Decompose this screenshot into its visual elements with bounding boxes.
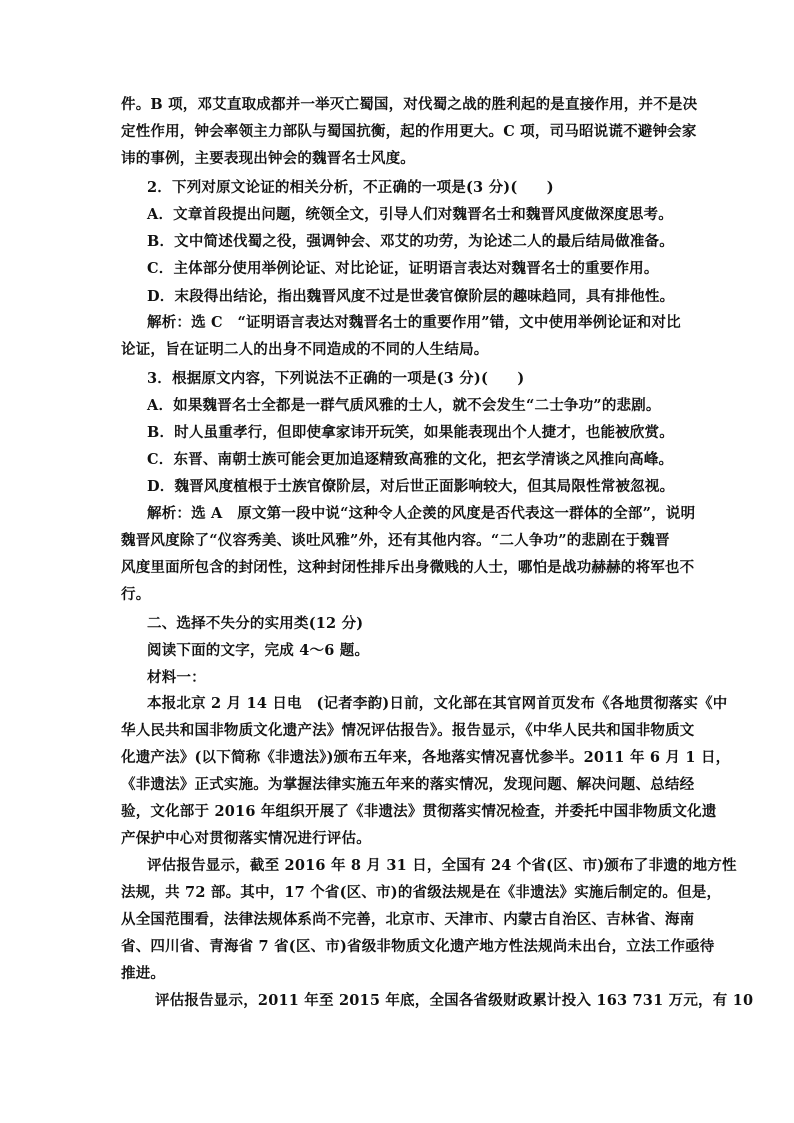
material-paragraph-line: 化遗产法》(以下简称《非遗法》)颁布五年来，各地落实情况喜忧参半。2011 年 6 月 1 日，	[121, 749, 731, 766]
answer-explanation-line: 定性作用，钟会率领主力部队与蜀国抗衡，起的作用更大。C 项，司马昭说谎不避钟会家	[121, 123, 697, 140]
answer-explanation-line: 讳的事例，主要表现出钟会的魏晋名士风度。	[121, 150, 415, 167]
material-paragraph-line: 验，文化部于 2016 年组织开展了《非遗法》贯彻落实情况检查，并委托中国非物质文化遗	[121, 803, 717, 820]
question-3-analysis: 解析：选 A 原文第一段中说“这种令人企羡的风度是否代表这一群体的全部”，说明	[147, 505, 696, 522]
material-paragraph-line: 产保护中心对贯彻落实情况进行评估。	[121, 830, 371, 847]
material-paragraph-line: 从全国范围看，法律法规体系尚不完善，北京市、天津市、内蒙古自治区、吉林省、海南	[121, 911, 695, 928]
question-2-analysis: 解析：选 C “证明语言表达对魏晋名士的重要作用”错，文中使用举例论证和对比	[147, 314, 681, 331]
question-3-analysis: 魏晋风度除了“仪容秀美、谈吐风雅”外，还有其他内容。“二人争功”的悲剧在于魏晋	[121, 532, 670, 549]
material-paragraph-line: 本报北京 2 月 14 日电 (记者李韵)日前，文化部在其官网首页发布《各地贯彻落实《中	[147, 695, 728, 712]
material-paragraph-line: 推进。	[121, 965, 166, 982]
question-2-stem: 2．下列对原文论证的相关分析，不正确的一项是(3 分)( )	[147, 179, 554, 196]
reading-instruction: 阅读下面的文字，完成 4～6 题。	[147, 642, 370, 659]
question-2-analysis: 论证，旨在证明二人的出身不同造成的不同的人生结局。	[121, 341, 489, 358]
question-3-option-c: C．东晋、南朝士族可能会更加追逐精致高雅的文化，把玄学清谈之风推向高峰。	[147, 451, 674, 468]
material-paragraph-line: 华人民共和国非物质文化遗产法》情况评估报告》。报告显示，《中华人民共和国非物质文	[121, 722, 695, 739]
question-3-analysis: 行。	[121, 586, 151, 603]
question-2-option-d: D．末段得出结论，指出魏晋风度不过是世袭官僚阶层的趣味趋同，具有排他性。	[147, 288, 675, 305]
question-2-option-a: A．文章首段提出问题，统领全文，引导人们对魏晋名士和魏晋风度做深度思考。	[147, 206, 673, 223]
question-3-option-a: A．如果魏晋名士全都是一群气质风雅的士人，就不会发生“二士争功”的悲剧。	[147, 397, 661, 414]
answer-explanation-line: 件。B 项，邓艾直取成都并一举灭亡蜀国，对伐蜀之战的胜利起的是直接作用，并不是决	[121, 96, 698, 113]
material-one-label: 材料一：	[147, 669, 206, 686]
question-3-analysis: 风度里面所包含的封闭性，这种封闭性排斥出身微贱的人士，哪怕是战功赫赫的将军也不	[121, 559, 695, 576]
question-3-option-b: B．时人虽重孝行，但即使拿家讳开玩笑，如果能表现出个人捷才，也能被欣赏。	[147, 424, 674, 441]
material-paragraph-line: 评估报告显示，截至 2016 年 8 月 31 日，全国有 24 个省(区、市)颁布了非遗的地方性	[147, 857, 737, 874]
material-paragraph-line: 评估报告显示，2011 年至 2015 年底，全国各省级财政累计投入 163 731 万元，有 10	[155, 992, 754, 1009]
question-3-stem: 3．根据原文内容，下列说法不正确的一项是(3 分)( )	[147, 370, 525, 387]
question-2-option-b: B．文中简述伐蜀之役，强调钟会、邓艾的功劳，为论述二人的最后结局做准备。	[147, 233, 674, 250]
material-paragraph-line: 《非遗法》正式实施。为掌握法律实施五年来的落实情况，发现问题、解决问题、总结经	[121, 776, 695, 793]
question-3-option-d: D．魏晋风度植根于士族官僚阶层，对后世正面影响较大，但其局限性常被忽视。	[147, 478, 675, 495]
material-paragraph-line: 法规，共 72 部。其中，17 个省(区、市)的省级法规是在《非遗法》实施后制定的。但是，	[121, 884, 722, 901]
section-heading: 二、选择不失分的实用类(12 分)	[147, 615, 364, 632]
material-paragraph-line: 省、四川省、青海省 7 省(区、市)省级非物质文化遗产地方性法规尚未出台，立法工作亟待	[121, 938, 715, 955]
question-2-option-c: C．主体部分使用举例论证、对比论证，证明语言表达对魏晋名士的重要作用。	[147, 260, 659, 277]
